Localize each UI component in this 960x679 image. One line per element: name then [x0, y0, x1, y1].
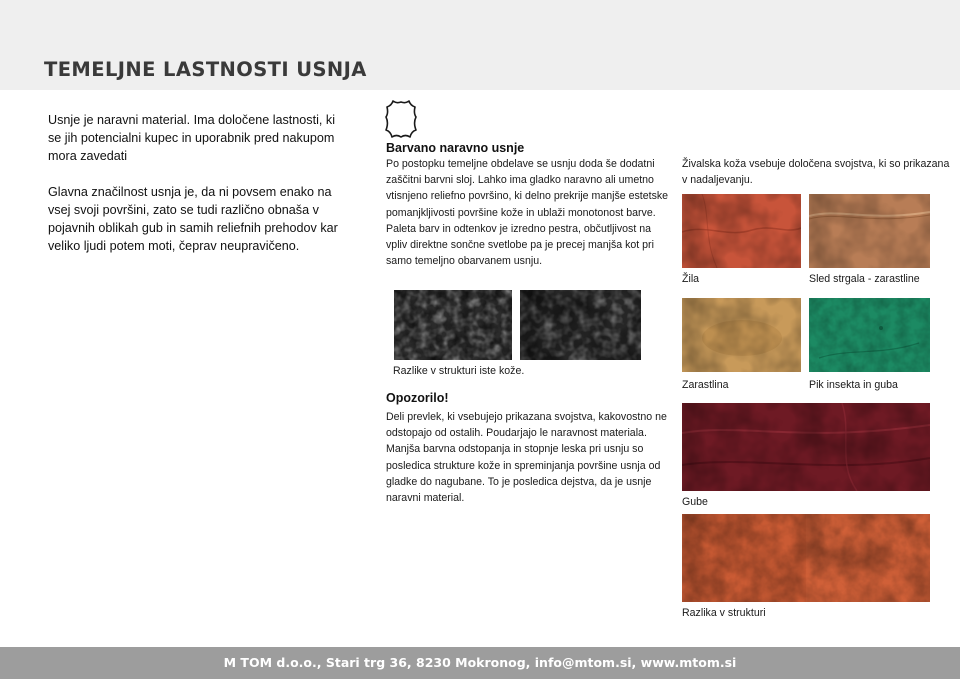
- intro-paragraph: Usnje je naravni material. Ima določene lastnosti, ki se jih potencialni kupec in uporabnik pred nakupom mora zavedati: [48, 113, 335, 163]
- vein-leather-swatch: [682, 194, 801, 268]
- healed-caption: Zarastlina: [682, 379, 729, 391]
- healed-leather-swatch: [682, 298, 801, 372]
- insect-caption: Pik insekta in guba: [809, 379, 898, 391]
- wrinkles-caption: Gube: [682, 496, 708, 508]
- intro-paragraph: Glavna značilnost usnja je, da ni povsem enako na vsej svoji površini, zato se tudi različno obnaša v pojavnih oblikah gub in samih reliefnih prehodov kar veliko ljudi potem moti, čeprav neupravičeno.: [48, 185, 338, 253]
- intro-text: [48, 111, 348, 273]
- leather-hide-icon: [383, 97, 419, 141]
- warning-text: Deli prevlek, ki vsebujejo prikazana svojstva, kakovostno ne odstopajo od ostalih. Poudarjajo le naravnost materiala. Manjša barvna odstopanja in stopnje leska pri usnju so posledica strukture kože in spreminjanja površine usnja od gladke do nagubane. To je posledica dejstva, da je usnje naravni material.: [386, 411, 667, 505]
- vein-caption: Žila: [682, 273, 700, 285]
- insect-leather-swatch: [809, 298, 930, 372]
- animal-skin-intro: Živalska koža vsebuje določena svojstva, ki so prikazana v nadaljevanju.: [682, 158, 950, 187]
- scar-leather-swatch: [809, 194, 930, 268]
- dyed-leather-text: Po postopku temeljne obdelave se usnju doda še dodatni zaščitni barvni sloj. Lahko ima gladko naravno ali umetno vtisnjeno reliefno površino, ki delno prekrije manjše estetske pomanjkljivosti površine kože in ublaži monotonost barve. Paleta barv in odtenkov je izredno pestra, občutljivost na vpliv direktne sončne svetlobe pa je precej manjša kot pri samo temeljno obarvanem usnju.: [386, 158, 669, 268]
- dyed-leather-heading: Barvano naravno usnje: [386, 141, 525, 155]
- warning-heading: Opozorilo!: [386, 391, 449, 405]
- swatches-caption: Razlike v strukturi iste kože.: [393, 365, 525, 377]
- wrinkles-leather-swatch: [682, 403, 930, 491]
- scar-caption: Sled strgala - zarastline: [809, 273, 920, 285]
- black-leather-swatch: [520, 290, 641, 360]
- structure-leather-swatch: [682, 514, 930, 602]
- black-leather-swatch: [394, 290, 512, 360]
- footer-contact: M TOM d.o.o., Stari trg 36, 8230 Mokronog, info@mtom.si, www.mtom.si: [223, 655, 737, 670]
- structure-caption: Razlika v strukturi: [682, 607, 766, 619]
- page-title: TEMELJNE LASTNOSTI USNJA: [44, 58, 367, 81]
